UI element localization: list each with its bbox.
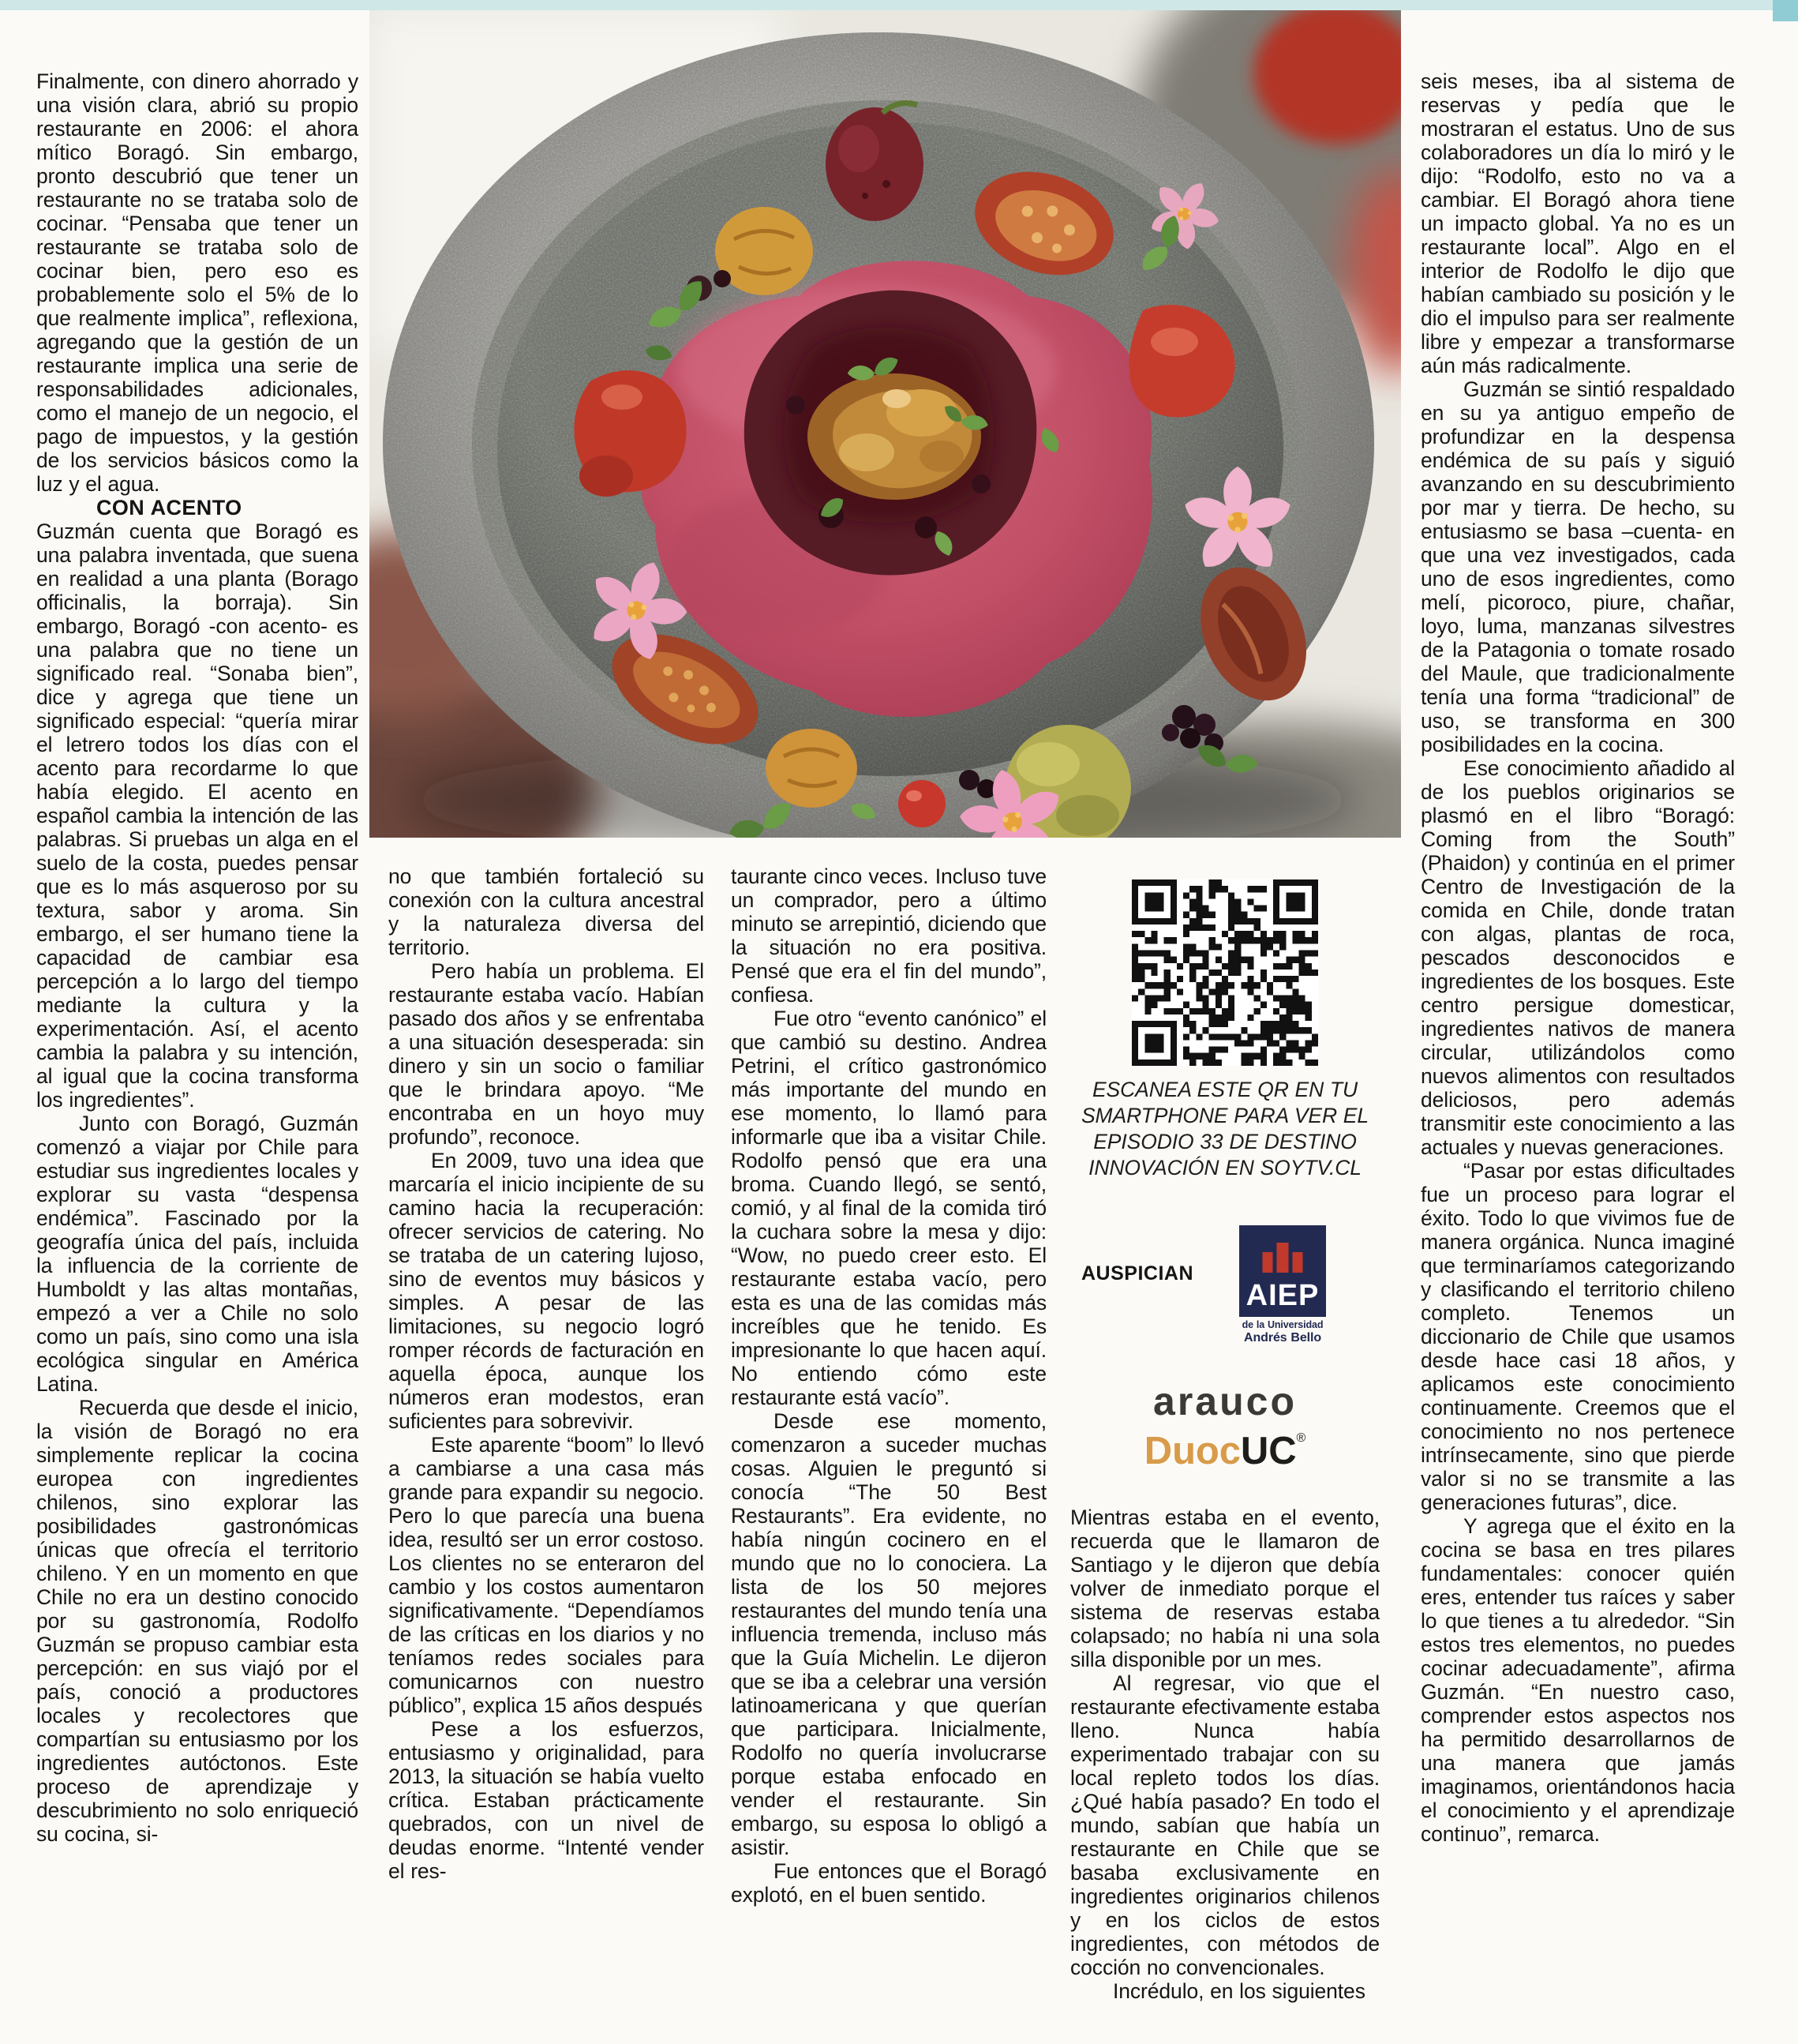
food-photo [369,10,1401,838]
article-column-3 [731,864,1047,2017]
aiep-logo [1239,1225,1326,1345]
golden-dried-fruit-bottom [766,729,857,808]
uc-part: UC [1240,1430,1297,1473]
paragraph: Este aparente “boom” lo llevó a cambiarse a una casa más grande para expandir su negocio. Pero lo que parecía una buena idea, resultó ser un error costoso. Los clientes no se enteraron del cambio y los costos aumentaron significativamente. “Dependíamos de las críticas en los diarios y no teníamos redes sociales para comunicarnos con nuestro público”, explica 15 años después [388,1433,704,1717]
qr-code [1132,879,1318,1066]
paragraph: “Pasar por estas dificultades fue un proceso para lograr el éxito. Todo lo que vivimos fue de manera orgánica. Nunca imaginé que terminaríamos categorizando y clasificando el territorio chileno completo. Tenemos un diccionario de Chile que usamos desde hace casi 18 años, y aplicamos este conocimiento continuamente. Creemos que el conocimiento no nos pertenece intrínsecamente, sino que pierde valor si no se transmite a las generaciones futuras”, dice. [1421,1159,1735,1514]
paragraph: seis meses, iba al sistema de reservas y pedía que le mostraran el estatus. Uno de sus colaboradores un día lo miró y le dijo: “Rodolfo, esto no va a cambiar. El Boragó ahora tiene un impacto global. Ya no es un restaurante local”. Algo en el interior de Rodolfo le dijo que habían cambiado su posición y le dio el impulso para ser realmente libre y empezar a transformarse aún más radicalmente. [1421,69,1735,377]
paragraph: Pese a los esfuerzos, entusiasmo y originalidad, para 2013, la situación se había vuelto crítica. Estaban prácticamente quebrados, con un nivel de deudas enorme. “Intenté vender el res- [388,1717,704,1883]
aiep-subtitle-2: Andrés Bello [1244,1330,1322,1345]
aiep-subtitle-1: de la Universidad [1242,1319,1324,1330]
arauco-logo: arauco [1153,1379,1297,1424]
sponsors-block [1070,1225,1380,1345]
paragraph: Al regresar, vio que el restaurante efectivamente estaba lleno. Nunca había experimentado trabajar con su local repleto todos los días. ¿Qué había pasado? En todo el mundo, sabían que había un restaurante en Chile que se basaba exclusivamente en ingredientes originarios chilenos y en los ciclos de estos ingredientes, con métodos de cocción no convencionales. [1070,1671,1380,1980]
paragraph: Fue otro “evento canónico” el que cambió su destino. Andrea Petrini, el crítico gastronómico más importante del mundo en ese momento, lo llamó para informarle que iba a visitar Chile. Rodolfo pensó que era una broma. Cuando llegó, se sentó, comió, y al final de la comida tiró la cuchara sobre la mesa y dijo: “Wow, no puedo creer esto. El restaurante estaba vacío, pero esta es una de las comidas más increíbles que he tenido. Es impresionante lo que hacen aquí. No entiendo cómo este restaurante está vacío”. [731,1007,1047,1409]
article-column-2 [388,864,704,2017]
aiep-acronym: AIEP [1245,1279,1320,1312]
paragraph: Finalmente, con dinero ahorrado y una visión clara, abrió su propio restaurante en 2006: el ahora mítico Boragó. Sin embargo, pronto descubrió que tener un restaurante no se trataba solo de cocinar. “Pensaba que tener un restaurante se trataba solo de cocinar bien, pero eso es probablemente solo el 5% de lo que realmente implica”, reflexiona, agregando que la gestión de un restaurante implica una serie de responsabilidades adicionales, como el manejo de un negocio, el pago de impuestos, y la gestión de los servicios básicos como la luz y el agua. [36,69,358,496]
qr-caption: ESCANEA ESTE QR EN TU SMARTPHONE PARA VER EL EPISODIO 33 DE DESTINO INNOVACIÓN EN SOYTV.CL [1081,1078,1369,1180]
page-top-strip [0,0,1798,10]
page-top-corner-mark [1773,0,1798,21]
cherry-tomato [898,780,946,827]
amber-glaze [807,373,981,500]
article-column-1 [36,69,358,2020]
paragraph: Incrédulo, en los siguientes [1113,1979,1365,2004]
paragraph: Guzmán cuenta que Boragó es una palabra inventada, que suena en realidad a una planta (Borago officinalis, la borraja). Sin embargo, Boragó -con acento- es una palabra que no tiene un significado real. “Sonaba bien”, dice y agrega que tiene un significado especial: “quería mirar el letrero todos los días con el acento para recordarme lo que había elegido. El acento en español cambia la intención de las palabras. Si pruebas un alga en el suelo de la costa, puedes pensar que es lo más asqueroso por su textura, sabor y aroma. Sin embargo, el ser humano tiene la capacidad de cambiar esa percepción a lo largo del tiempo mediante la cultura y la experimentación. Así, el acento cambia la palabra y su intención, al igual que la cocina transforma los ingredientes”. [36,519,358,1112]
paragraph: Y agrega que el éxito en la cocina se basa en tres pilares fundamentales: conocer quién eres, entender tus raíces y saber lo que tienes a tu alrededor. “Sin estos tres elementos, no puedes cocinar adecuadamente”, afirma Guzmán. “En nuestro caso, comprender estos aspectos nos ha permitido desarrollarnos de una manera que jamás imaginamos, orientándonos hacia el conocimiento y el aprendizaje continuo”, remarca. [1421,1514,1735,1846]
center-dish-mound [744,291,1037,576]
registered-mark: ® [1296,1431,1306,1446]
paragraph: Ese conocimiento añadido al de los pueblos originarios se plasmó en el libro “Boragó: Coming from the South” (Phaidon) y continúa en el primer Centro de Investigación de la comida en Chile, donde tratan con algas, plantas de roca, pescados desconocidos e ingredientes de los bosques. Este centro persigue domesticar, ingredientes nativos de manera circular, utilizándolos como nuevos alimentos con resultados deliciosos, pero además transmitir este conocimiento a las actuales y nuevas generaciones. [1421,756,1735,1159]
paragraph: Desde ese momento, comenzaron a suceder muchas cosas. Alguien le preguntó si conocía “The 50 Best Restaurants”. Era evidente, no había ningún cocinero en el mundo que no lo conociera. La lista de los 50 mejores restaurantes del mundo tenía una influencia tremenda, incluso más que la Guía Michelin. Le dijeron que se iba a celebrar una versión latinoamericana y que querían que participara. Inicialmente, Rodolfo no quería involucrarse porque estaba enfocado en vender el restaurante. Sin embargo, su esposa lo obligó a asistir. [731,1409,1047,1859]
paragraph: no que también fortaleció su conexión con la cultura ancestral y la naturaleza diversa del territorio. [388,864,704,959]
paragraph: En 2009, tuvo una idea que marcaría el inicio incipiente de su camino hacia la recuperación: ofrecer servicios de catering. No se trataba de un catering lujoso, sino de eventos muy básicos y simples. A pesar de las limitaciones, su negocio logró romper récords de facturación en aquella época, aunque los números eran modestos, eran suficientes para sobrevivir. [388,1149,704,1433]
paragraph: Recuerda que desde el inicio, la visión de Boragó no era simplemente replicar la cocina europea con ingredientes chilenos, sino explorar las posibilidades gastronómicas únicas que ofrecía el territorio chileno. Y en un momento en que Chile no era un destino conocido por su gastronomía, Rodolfo Guzmán se propuso cambiar esta percepción: en sus viajó por el país, conoció a productores locales y recolectores que compartían su entusiasmo por los ingredientes autóctonos. Este proceso de aprendizaje y descubrimiento no solo enriqueció su cocina, si- [36,1396,358,1846]
paragraph: Junto con Boragó, Guzmán comenzó a viajar por Chile para estudiar sus ingredientes locales y explorar su vasta “despensa endémica”. Fascinado por la geografía única del país, incluida la influencia de la corriente de Humboldt y las altas montañas, empezó a ver a Chile no solo como un país, sino como una isla ecológica singular en América Latina. [36,1112,358,1396]
dried-raisin-small [714,270,731,287]
aiep-logo-box [1239,1225,1326,1317]
food-photo-graphic [369,10,1401,838]
section-heading-con-acento: CON ACENTO [96,496,242,519]
duoc-part: Duoc [1144,1430,1241,1473]
paragraph: Guzmán se sintió respaldado en su ya antiguo empeño de profundizar en la despensa endémica de su país y siguió avanzando en su descubrimiento por mar y tierra. De hecho, su entusiasmo se basa –cuenta- en que una vez investigados, cada uno de esos ingredientes, como melí, picoroco, piure, chañar, loyo, luma, manzanas silvestres de la Patagonia o tomate rosado del Maule, que tradicionalmente tenía una forma “tradicional” de uso, se transforma en 300 posibilidades en la cocina. [1421,377,1735,756]
aiep-buildings-icon [1263,1243,1303,1273]
article-column-4 [1070,859,1380,2020]
paragraph: taurante cinco veces. Incluso tuve un comprador, pero a último minuto se arrepintió, diciendo que la situación no era positiva. Pensé que era el fin del mundo”, confiesa. [731,864,1047,1007]
duocuc-logo [1070,1432,1380,1471]
paragraph: Pero había un problema. El restaurante estaba vacío. Habían pasado dos años y se enfrentaba a una situación desesperada: sin dinero y sin un socio o familiar que le brindara apoyo. “Me encontraba en un hoyo muy profundo”, reconoce. [388,959,704,1149]
sponsors-label: AUSPICIAN [1081,1262,1194,1285]
paragraph: Mientras estaba en el evento, recuerda que le llamaron de Santiago y le dijeron que debía volver de inmediato porque el sistema de reservas estaba colapsado; no había ni una sola silla disponible por un mes. [1070,1506,1380,1672]
article-column-5 [1421,69,1735,2020]
paragraph: Fue entonces que el Boragó explotó, en el buen sentido. [731,1859,1047,1907]
